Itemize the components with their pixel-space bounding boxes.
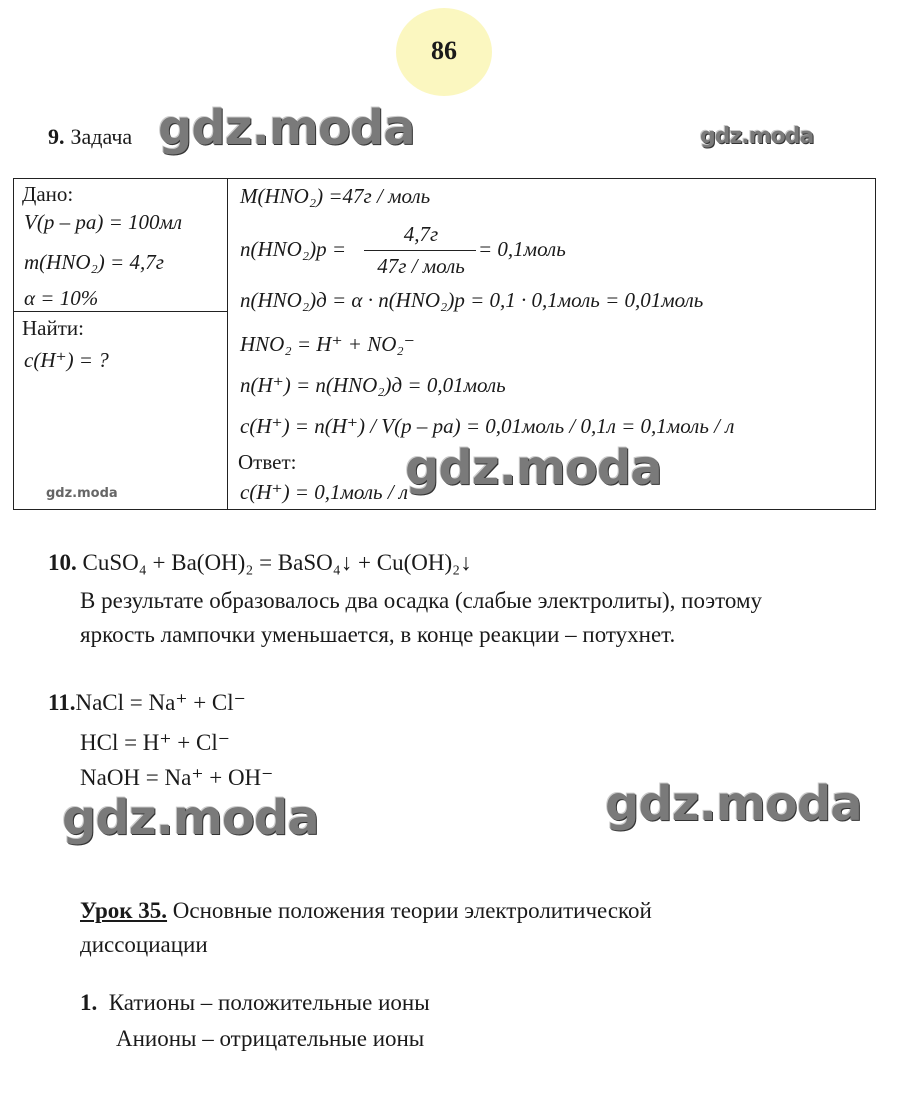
solution-line: n(HNO₂)д = α · n(HNO₂)р = 0,1 · 0,1моль = 0,01моль [240, 288, 704, 312]
task-10-equation: CuSO₄ + Ba(OH)₂ = BaSO₄↓ + Cu(OH)₂↓ [82, 550, 472, 575]
solution-line: n(HNO₂)р = [240, 237, 347, 261]
find-label: Найти: [22, 316, 84, 340]
task-9-number: 9. [48, 124, 65, 149]
given-label: Дано: [22, 182, 74, 206]
lesson-task-1-text: Катионы – положительные ионы [108, 990, 430, 1015]
task-11-number: 11. [48, 690, 76, 715]
solution-line: HNO₂ = H⁺ + NO₂⁻ [240, 332, 415, 356]
watermark: gdz.moda [405, 440, 662, 496]
watermark: gdz.moda [158, 100, 415, 156]
answer-value: c(H⁺) = 0,1моль / л [240, 480, 409, 504]
task-11-line [48, 690, 246, 716]
task-10-text: яркость лампочки уменьшается, в конце реакции – потухнет. [80, 622, 676, 647]
solution-line: M(HNO₂) =47г / моль [240, 184, 431, 208]
watermark: gdz.moda [62, 790, 319, 846]
given-item: V(р – ра) = 100мл [24, 210, 183, 234]
task-10-text: В результате образовалось два осадка (слабые электролиты), поэтому [80, 588, 763, 613]
watermark: gdz.moda [700, 124, 814, 149]
given-item: m(HNO₂) = 4,7г [24, 250, 164, 274]
task-10-equation-line [48, 550, 472, 576]
solution-line: c(H⁺) = n(H⁺) / V(р – ра) = 0,01моль / 0,1л = 0,1моль / л [240, 414, 735, 438]
lesson-label: Урок 35. [80, 898, 168, 923]
watermark: gdz.moda [46, 486, 118, 501]
task-11-equation: HCl = H⁺ + Cl⁻ [80, 730, 230, 755]
table-divider [13, 311, 228, 312]
task-11-equation: NaOH = Na⁺ + OH⁻ [80, 765, 274, 790]
task-10-number: 10. [48, 550, 77, 575]
lesson-title-cont: диссоциации [80, 932, 208, 957]
task-11-equation: NaCl = Na⁺ + Cl⁻ [75, 690, 246, 715]
table-divider [227, 178, 228, 510]
fraction-numerator: 4,7г [403, 222, 439, 246]
fraction-bar [364, 250, 476, 251]
lesson-task-1-line [80, 990, 430, 1016]
find-item: c(H⁺) = ? [24, 348, 109, 372]
lesson-task-1-text: Анионы – отрицательные ионы [116, 1026, 425, 1051]
lesson-title: Основные положения теории электролитической [172, 898, 652, 923]
watermark: gdz.moda [605, 776, 862, 832]
given-item: α = 10% [24, 286, 99, 310]
fraction-denominator: 47г / моль [377, 254, 465, 278]
lesson-heading [80, 898, 652, 924]
solution-line: = 0,1моль [478, 237, 566, 261]
lesson-task-1-number: 1. [80, 990, 98, 1015]
answer-label: Ответ: [238, 450, 297, 474]
task-9-title: Задача [70, 124, 133, 149]
page-number: 86 [431, 36, 457, 65]
solution-line: n(H⁺) = n(HNO₂)д = 0,01моль [240, 373, 506, 397]
task-9-heading [48, 124, 132, 150]
